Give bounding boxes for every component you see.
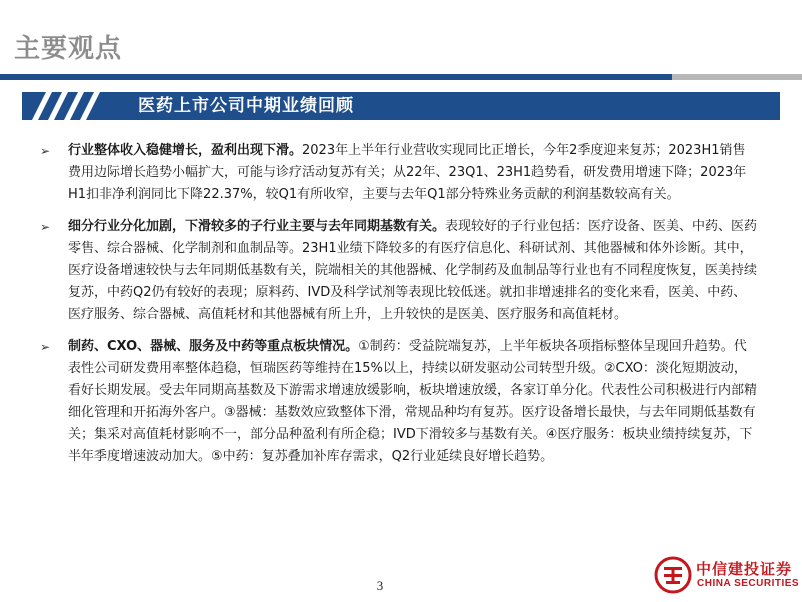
page-title: 主要观点: [14, 34, 123, 64]
key-point-item: [38, 216, 758, 326]
arrow-bullet-icon: ➢: [40, 340, 51, 354]
arrow-bullet-icon: ➢: [40, 144, 51, 158]
arrow-bullet-icon: ➢: [40, 220, 51, 234]
key-point-heading: 行业整体收入稳健增长，盈利出现下滑。: [68, 143, 303, 158]
key-point-item: [38, 140, 758, 206]
key-point-heading: 制药、CXO、器械、服务及中药等重点板块情况。: [68, 339, 359, 354]
page-number: 3: [376, 578, 384, 593]
title-rule-gray: [672, 74, 802, 80]
title-rule-blue: [0, 74, 672, 80]
key-points-list: [38, 140, 758, 478]
key-point-text: 2023年上半年行业营收实现同比正增长，今年2季度迎来复苏；2023H1销售费用边际增长趋势小幅扩大，可能与诊疗活动复苏有关；从22年、23Q1、23H1趋势看，研发费用增速下降；2023年H1扣非净利润同比下降22.37%，较Q1有所收窄，主要与去年Q1部分特殊业务贡献的利润基数较高有关。: [68, 143, 747, 202]
key-point-text: 表现较好的子行业包括：医疗设备、医美、中药、医药零售、综合器械、化学制剂和血制品等。23H1业绩下降较多的有医疗信息化、科研试剂、其他器械和体外诊断。其中，医疗设备增速较快与去年同期低基数有关，院端相关的其他器械、化学制药及血制品等行业也有不同程度恢复，医美持续复苏，中药Q2仍有较好的表现；原料药、IVD及科学试剂等表现比较低迷。就扣非增速排名的变化来看，医美、中药、医疗服务、综合器械、高值耗材和其他器械有所上升，上升较快的是医美、医疗服务和高值耗材。: [68, 219, 758, 322]
key-point-item: [38, 336, 758, 468]
logo-chinese-name: 中信建投证券: [696, 560, 793, 578]
logo-english-name: CHINA SECURITIES: [697, 578, 800, 589]
key-point-text: ①制药：受益院端复苏，上半年板块各项指标整体呈现回升趋势。代表性公司研发费用率整体趋稳，恒瑞医药等维持在15%以上，持续以研发驱动公司转型升级。②CXO：淡化短期波动，看好长期发展。受去年同期高基数及下游需求增速放缓影响，板块增速放缓，各家订单分化。代表性公司积极进行内部精细化管理和开拓海外客户。③器械：基数效应致整体下滑，常规品种均有复苏。医疗设备增长最快，与去年同期低基数有关；集采对高值耗材影响不一，部分品种盈利有所企稳；IVD下滑较多与基数有关。④医疗服务：板块业绩持续复苏，下半年季度增速波动加大。⑤中药：复苏叠加补库存需求，Q2行业延续良好增长趋势。: [68, 339, 758, 464]
section-title: 医药上市公司中期业绩回顾: [138, 96, 354, 116]
company-logo: [654, 556, 798, 596]
key-point-heading: 细分行业分化加剧，下滑较多的子行业主要与去年同期基数有关。: [68, 219, 446, 234]
banner-stripes-icon: [22, 92, 108, 120]
citic-securities-logo-icon: [654, 556, 692, 594]
section-banner: [22, 92, 780, 120]
